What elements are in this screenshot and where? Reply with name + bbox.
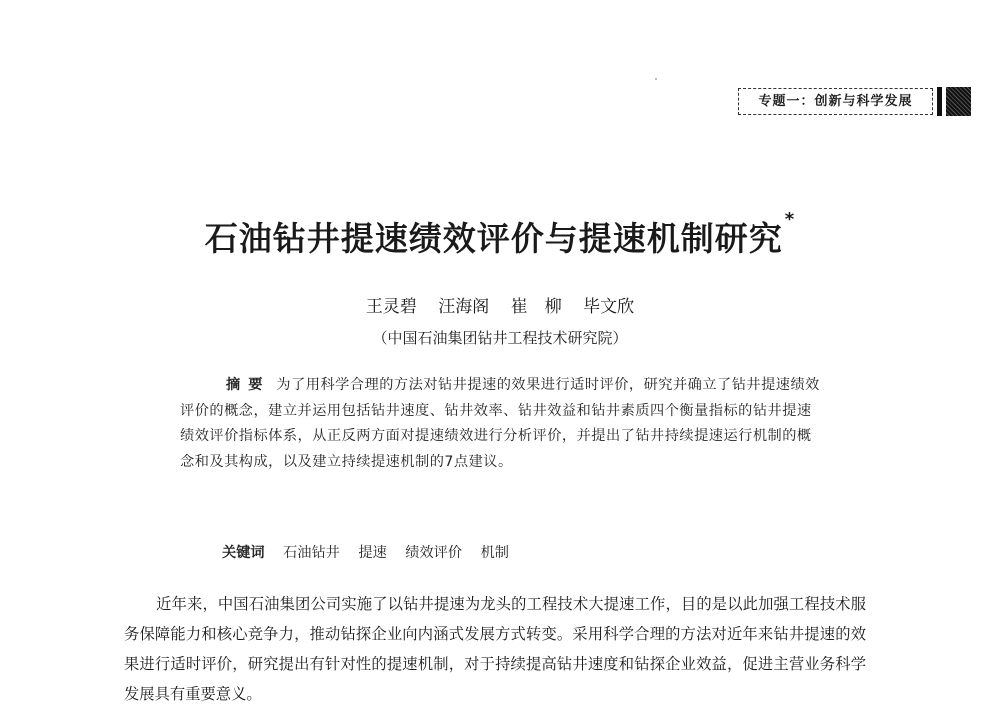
paper-title-text: 石油钻井提速绩效评价与提速机制研究 (204, 219, 783, 258)
keyword: 绩效评价 (405, 545, 463, 561)
author-list (0, 292, 1000, 317)
header-divider-bar (937, 87, 942, 116)
abstract-label: 摘要 (226, 377, 271, 393)
keywords-label: 关键词 (222, 545, 265, 561)
author-name: 王灵碧 (365, 297, 417, 317)
body-paragraph-text: 近年来，中国石油集团公司实施了以钻井提速为龙头的工程技术大提速工作，目的是以此加强工程技术服务保障能力和核心竞争力，推动钻探企业向内涵式发展方式转变。采用科学合理的方法对近年来钻井提速的效果进行适时评价，研究提出有针对性的提速机制，对于持续提高钻井速度和钻探企业效益，促进主营业务科学发展具有重要意义。 (124, 595, 866, 703)
abstract-text: 为了用科学合理的方法对钻井提速的效果进行适时评价，研究并确立了钻井提速绩效评价的概念，建立并运用包括钻井速度、钻井效率、钻井效益和钻井素质四个衡量指标的钻井提速绩效评价指标体系，从正反两方面对提速绩效进行分析评价，并提出了钻井持续提速运行机制的概念和及其构成，以及建立持续提速机制的7点建议。 (180, 377, 820, 470)
keywords-block (222, 542, 523, 562)
author-name: 毕文欣 (583, 297, 635, 317)
section-header-tag (738, 88, 933, 115)
keyword: 提速 (358, 545, 387, 561)
author-name: 崔 柳 (510, 297, 562, 317)
title-footnote-mark: * (784, 209, 796, 230)
body-paragraph (124, 589, 866, 709)
affiliation: （中国石油集团钻井工程技术研究院） (372, 329, 628, 347)
section-tag-text: 专题一：创新与科学发展 (758, 94, 913, 109)
author-name: 汪海阁 (438, 297, 490, 317)
abstract-block (180, 373, 820, 475)
header-decoration-block (946, 87, 971, 116)
paper-title (0, 209, 1000, 260)
scan-speck (655, 78, 657, 80)
keyword: 机制 (480, 545, 509, 561)
keyword: 石油钻井 (283, 545, 340, 561)
